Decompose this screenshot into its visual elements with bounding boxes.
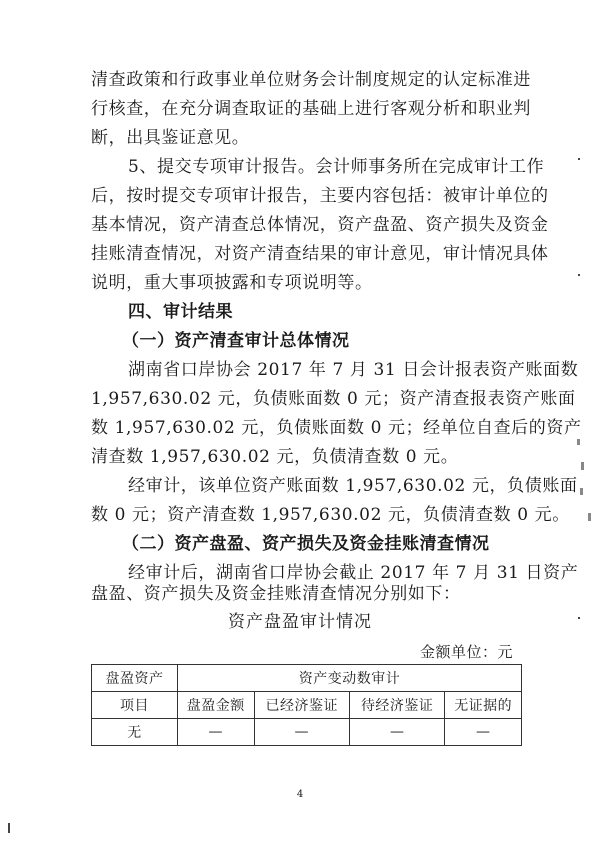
table-row	[92, 719, 522, 746]
table-cell: —	[445, 719, 522, 746]
scan-speck	[577, 439, 580, 445]
column-header: 盘盈金额	[178, 692, 255, 719]
column-header: 无证据的	[445, 692, 522, 719]
scan-mark	[8, 823, 10, 833]
page-number: 4	[296, 789, 304, 800]
scan-speck	[578, 617, 580, 619]
header-cell-group: 资产变动数审计	[178, 665, 522, 692]
scan-speck	[580, 488, 583, 495]
scan-speck	[588, 513, 591, 521]
header-cell-item-top: 盘盈资产	[92, 665, 178, 692]
table-header-row	[92, 665, 522, 692]
paragraph-line: 清查政策和行政事业单位财务会计制度规定的认定标准进	[91, 70, 531, 90]
paragraph-line: 行核查，在充分调查取证的基础上进行客观分析和职业判	[91, 99, 531, 119]
table-cell-item: 无	[92, 719, 178, 746]
paragraph-line: 说明，重大事项披露和专项说明等。	[91, 273, 373, 293]
paragraph-line: 挂账清查情况，对资产清查结果的审计意见，审计情况具体	[91, 244, 549, 264]
subsection-heading: （二）资产盘盈、资产损失及资金挂账清查情况	[122, 534, 490, 554]
scan-speck	[581, 462, 584, 470]
paragraph-line: 湖南省口岸协会 2017 年 7 月 31 日会计报表资产账面数	[128, 360, 579, 380]
column-header: 已经济鉴证	[254, 692, 349, 719]
audit-table	[91, 664, 522, 746]
scan-speck	[578, 274, 580, 276]
section-heading: 四、审计结果	[128, 302, 233, 322]
scan-speck	[578, 158, 580, 160]
paragraph-line: 1,957,630.02 元，负债账面数 0 元；资产清查报表资产账面	[91, 389, 576, 409]
table-subheader-row	[92, 692, 522, 719]
paragraph-line: 清查数 1,957,630.02 元，负债清查数 0 元。	[91, 447, 459, 467]
paragraph-line: 断，出具鉴证意见。	[91, 128, 250, 148]
table-cell: —	[254, 719, 349, 746]
paragraph-line: 5、提交专项审计报告。会计师事务所在完成审计工作	[128, 157, 545, 177]
table-cell: —	[349, 719, 444, 746]
paragraph-line: 经审计，该单位资产账面数 1,957,630.02 元，负债账面	[128, 476, 578, 496]
subsection-heading: （一）资产清查审计总体情况	[122, 331, 350, 351]
header-cell-item-bottom: 项目	[92, 692, 178, 719]
paragraph-line: 盘盈、资产损失及资金挂账清查情况分别如下：	[91, 584, 461, 604]
paragraph-line: 数 0 元；资产清查数 1,957,630.02 元，负债清查数 0 元。	[91, 505, 570, 525]
table-unit-label: 金额单位：元	[420, 643, 514, 661]
column-header: 待经济鉴证	[349, 692, 444, 719]
table-title: 资产盘盈审计情况	[228, 612, 372, 632]
paragraph-line: 后，按时提交专项审计报告，主要内容包括：被审计单位的	[91, 186, 549, 206]
paragraph-line: 基本情况，资产清查总体情况，资产盘盈、资产损失及资金	[91, 215, 549, 235]
table-cell: —	[178, 719, 255, 746]
paragraph-line: 数 1,957,630.02 元，负债账面数 0 元；经单位自查后的资产	[91, 418, 582, 438]
paragraph-line: 经审计后，湖南省口岸协会截止 2017 年 7 月 31 日资产	[128, 563, 579, 583]
